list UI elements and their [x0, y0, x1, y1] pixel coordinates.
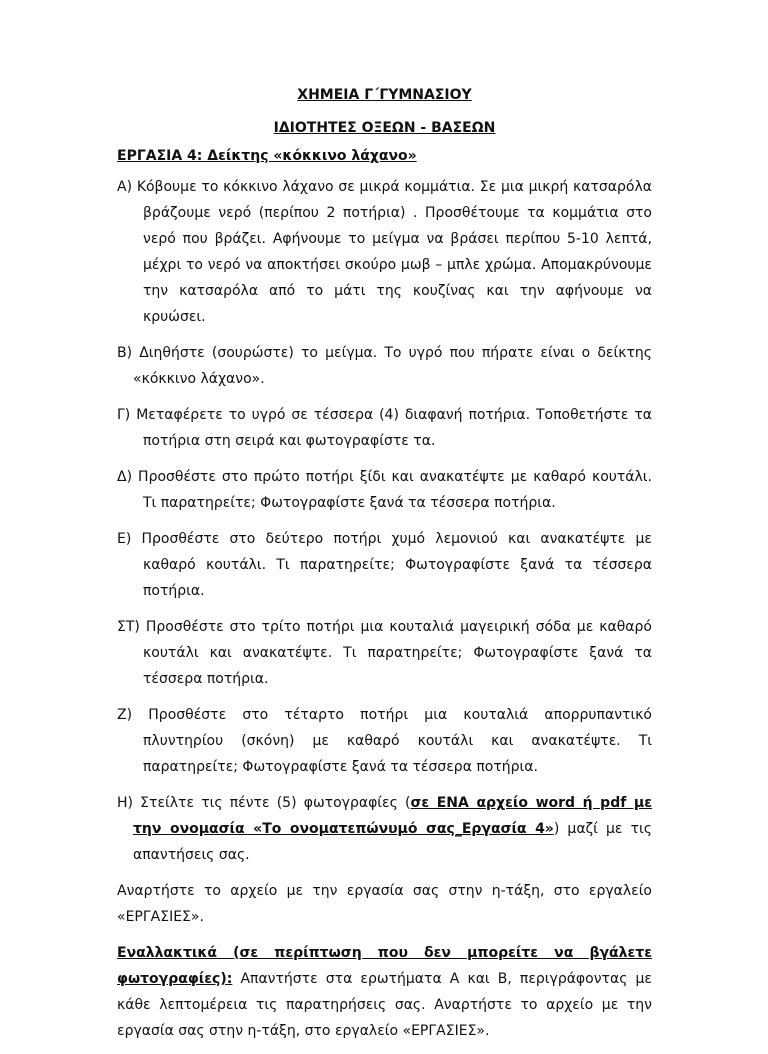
step-label: Ζ)	[117, 707, 133, 723]
step-label: Α)	[117, 179, 133, 195]
file-naming-instruction: σε ΕΝΑ αρχείο word ή pdf με την ονομασία «Το ονοματεπώνυμό σας_Εργασία 4»	[133, 795, 652, 837]
step-text: Προσθέστε στο τέταρτο ποτήρι μια κουταλιά απορρυπαντικό πλυντηρίου (σκόνη) με καθαρό κουτάλι και ανακατέψτε. Τι παρατηρείτε; Φωτογραφίστε ξανά τα τέσσερα ποτήρια.	[143, 707, 652, 775]
step-text-after: ) μαζί με τις απαντήσεις σας.	[133, 821, 652, 863]
step-text-before: Στείλτε τις πέντε (5) φωτογραφίες (	[140, 795, 411, 811]
step-label: Δ)	[117, 469, 133, 485]
step-c	[117, 402, 652, 454]
step-z	[117, 702, 652, 780]
step-b	[117, 340, 652, 392]
step-label: Η)	[117, 795, 133, 811]
step-label: Ε)	[117, 531, 132, 547]
alternative-section	[117, 940, 652, 1044]
step-e	[117, 526, 652, 604]
step-label: ΣΤ)	[117, 619, 140, 635]
step-label: Γ)	[117, 407, 131, 423]
step-text: Προσθέστε στο πρώτο ποτήρι ξίδι και ανακατέψτε με καθαρό κουτάλι. Τι παρατηρείτε; Φωτογραφίστε ξανά τα τέσσερα ποτήρια.	[138, 469, 652, 511]
alternative-text: Απαντήστε στα ερωτήματα Α και Β, περιγράφοντας με κάθε λεπτομέρεια τις παρατηρήσεις σας. Αναρτήστε το αρχείο με την εργασία σας στην η-τάξη, στο εργαλείο «ΕΡΓΑΣΙΕΣ».	[117, 971, 652, 1039]
step-text: Προσθέστε στο δεύτερο ποτήρι χυμό λεμονιού και ανακατέψτε με καθαρό κουτάλι. Τι παρατηρείτε; Φωτογραφίστε ξανά τα τέσσερα ποτήρια.	[141, 531, 653, 599]
upload-note: Αναρτήστε το αρχείο με την εργασία σας στην η-τάξη, στο εργαλείο «ΕΡΓΑΣΙΕΣ».	[117, 883, 652, 925]
document-title: ΧΗΜΕΙΑ Γ΄ΓΥΜΝΑΣΙΟΥ	[297, 87, 472, 103]
alternative-heading: Εναλλακτικά (σε περίπτωση που δεν μπορείτε να βγάλετε φωτογραφίες):	[117, 945, 652, 987]
step-label: Β)	[117, 345, 133, 361]
document-subtitle: ΙΔΙΟΤΗΤΕΣ ΟΞΕΩΝ - ΒΑΣΕΩΝ	[273, 120, 496, 136]
step-h	[117, 790, 652, 868]
step-st	[117, 614, 652, 692]
assignment-heading: ΕΡΓΑΣΙΑ 4: Δείκτης «κόκκινο λάχανο»	[117, 148, 417, 164]
step-text: Διηθήστε (σουρώστε) το μείγμα. Το υγρό που πήρατε είναι ο δείκτης «κόκκινο λάχανο».	[133, 345, 652, 387]
step-d	[117, 464, 652, 516]
step-text: Προσθέστε στο τρίτο ποτήρι μια κουταλιά μαγειρική σόδα με καθαρό κουτάλι και ανακατέψτε. Τι παρατηρείτε; Φωτογραφίστε ξανά τα τέσσερα ποτήρια.	[143, 619, 652, 687]
step-text: Μεταφέρετε το υγρό σε τέσσερα (4) διαφανή ποτήρια. Τοποθετήστε τα ποτήρια στη σειρά και φωτογραφίστε τα.	[136, 407, 653, 449]
step-a	[117, 174, 652, 330]
document-page	[117, 82, 652, 1054]
step-text: Κόβουμε το κόκκινο λάχανο σε μικρά κομμάτια. Σε μια μικρή κατσαρόλα βράζουμε νερό (περίπου 2 ποτήρια) . Προσθέτουμε τα κομμάτια στο νερό που βράζει. Αφήνουμε το μείγμα να βράσει περίπου 5-10 λεπτά, μέχρι το νερό να αποκτήσει σκούρο μωβ – μπλε χρώμα. Απομακρύνουμε την κατσαρόλα από το μάτι της κουζίνας και την αφήνουμε να κρυώσει.	[136, 179, 652, 325]
